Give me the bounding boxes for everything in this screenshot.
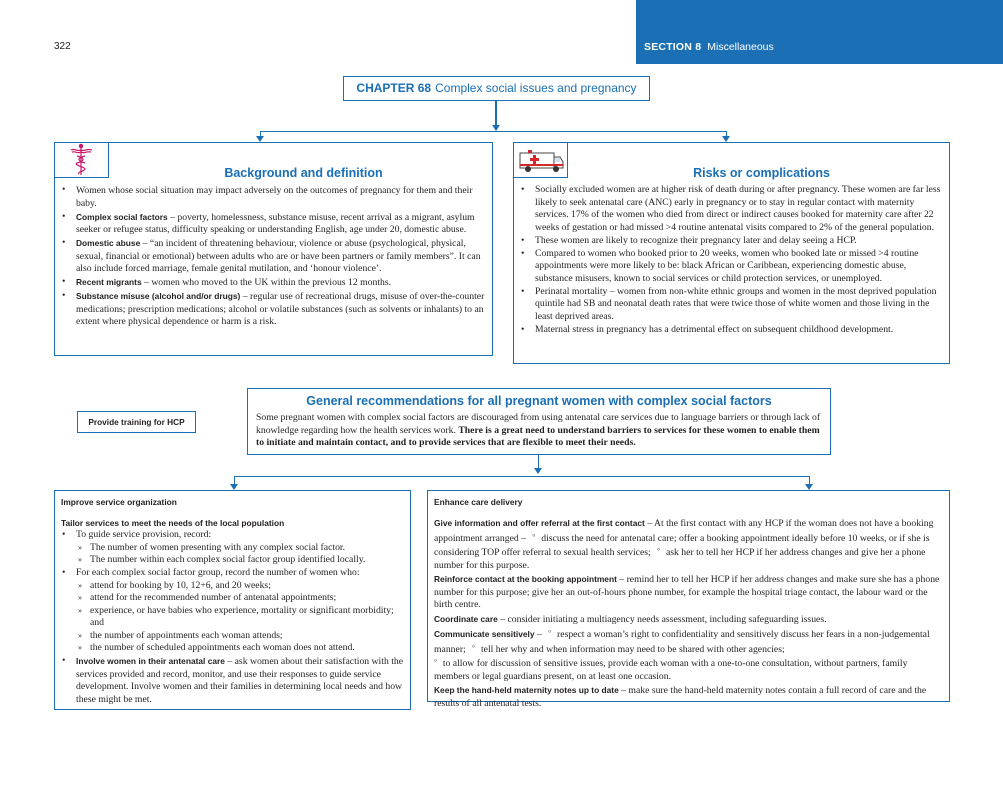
- improve-service-box: [54, 490, 411, 710]
- list-item: » attend for the recommended number of antenatal appointments;: [90, 592, 404, 605]
- list-item: • Substance misuse (alcohol and/or drugs) – regular use of recreational drugs, misuse of over-the-counter medications; prescription medications; alcohol or volatile substances (such as solvents or inhalants) to an extent where physical dependence or harm is a risk.: [76, 290, 486, 329]
- enhance-care-box: [427, 490, 950, 709]
- connector-line: [234, 476, 810, 477]
- enhance-paragraph: Coordinate care – consider initiating a multiagency needs assessment, including safeguarding issues.: [434, 613, 827, 625]
- enhance-paragraph: Keep the hand-held maternity notes up to date – make sure the hand-held maternity notes contain a full record of care and the results of all antenatal tests.: [434, 685, 927, 709]
- section-label: SECTION 8: [644, 41, 702, 53]
- list-item: » the number of scheduled appointments each woman does not attend.: [90, 642, 404, 655]
- connector-line: [260, 131, 727, 132]
- risks-complications-box: [513, 142, 950, 364]
- list-item: • Complex social factors – poverty, homelessness, substance misuse, recent arrival as a migrant, asylum seeker or refugee status, difficulty speaking or understanding English, age under 20, domestic abuse.: [76, 211, 486, 237]
- section-header: [636, 0, 1003, 64]
- arrow-down-icon: [534, 468, 542, 474]
- list-item: » the number of appointments each woman attends;: [90, 630, 404, 643]
- background-list: [55, 184, 486, 329]
- ambulance-icon: [513, 142, 568, 178]
- list-item: • Perinatal mortality – women from non-white ethnic groups and women in the most deprived population quintile had SB and neonatal death rates that were twice those of white women and those living in the least deprived areas.: [535, 286, 943, 324]
- caduceus-icon: [54, 142, 109, 178]
- risks-list: [514, 184, 943, 337]
- list-item: » attend for booking by 10, 12+6, and 20 weeks;: [90, 580, 404, 593]
- connector-line: [495, 101, 497, 127]
- list-item: • These women are likely to recognize their pregnancy later and delay seeing a HCP.: [535, 235, 943, 248]
- improve-subheading: Tailor services to meet the needs of the local population: [61, 518, 285, 528]
- chapter-title: Complex social issues and pregnancy: [435, 81, 637, 95]
- list-item: • Involve women in their antenatal care – ask women about their satisfaction with the services provided and record, monitor, and use their responses to guide service development. Involve women and their families in determining local needs and how these might be met.: [76, 655, 404, 706]
- general-text: Some pregnant women with complex social factors are discouraged from using antenatal care services due to language barriers or through lack of knowledge regarding how the health services work. There is a great need to understand barriers to services for these women to enable them to initiate and maintain contact, and to provide services that are flexible to meet their needs.: [256, 412, 821, 448]
- section-title: Miscellaneous: [707, 41, 774, 53]
- background-heading: Background and definition: [224, 166, 383, 180]
- list-item: • Socially excluded women are at higher risk of death during or after pregnancy. These women are far less likely to seek antenatal care (ANC) early in pregnancy or to stay in regular contact with maternity services. 17% of the women who died from direct or indirect causes booked for maternity care after 22 weeks of gestation or had missed >4 routine antenatal visits compared to 2% of the general population.: [535, 184, 943, 234]
- list-item: • To guide service provision, record: » The number of women presenting with any complex social factor. » The number within each complex social factor group identified locally.: [76, 529, 404, 567]
- list-item: • Maternal stress in pregnancy has a detrimental effect on subsequent childhood development.: [535, 324, 943, 337]
- enhance-paragraph: Give information and offer referral at the first contact – At the first contact with any HCP if the woman does not have a booking appointment arranged – ° discuss the need for antenatal care; offer a booking appointment ideally before 10 weeks, or if she is considering TOP offer referral to sexual health services; ° ask her to tell her HCP if her address changes and give her a phone number for this purpose.: [434, 518, 934, 571]
- list-item: • Domestic abuse – “an incident of threatening behaviour, violence or abuse (psychological, physical, sexual, financial or emotional) between adults who are or have been partners or family members”. It can also include forced marriage, female genital mutilation, and ‘honour violence’.: [76, 237, 486, 276]
- enhance-paragraph: Reinforce contact at the booking appointment – remind her to tell her HCP if her address changes and make sure she has a phone number for this purpose; give her an out-of-hours phone number, for example the hospital triage contact, the labour ward or the birth centre.: [434, 574, 940, 610]
- list-item: » experience, or have babies who experience, mortality or significant morbidity; and: [90, 605, 404, 630]
- general-heading: General recommendations for all pregnant women with complex social factors: [306, 394, 772, 408]
- list-item: » The number of women presenting with any complex social factor.: [90, 542, 404, 555]
- background-definition-box: [54, 142, 493, 356]
- list-item: • Recent migrants – women who moved to the UK within the previous 12 months.: [76, 276, 486, 290]
- bullet-mark: °: [472, 643, 475, 652]
- bullet-mark: °: [548, 629, 552, 637]
- enhance-heading: Enhance care delivery: [434, 497, 523, 507]
- list-item: • For each complex social factor group, record the number of women who: » attend for booking by 10, 12+6, and 20 weeks; » attend for the recommended number of antenatal appointments; » experience, or have babies who experience, mortality or significant morbidity; and » the number of appointments each woman attends; » the number of scheduled appointments each woman does not attend.: [76, 567, 404, 655]
- list-item: • Women whose social situation may impact adversely on the outcomes of pregnancy for them and their baby.: [76, 184, 486, 210]
- bullet-mark: °: [532, 532, 536, 541]
- general-recommendations-box: [247, 388, 831, 455]
- bullet-mark: °: [434, 658, 437, 666]
- bullet-mark: °: [657, 547, 660, 555]
- chapter-label: CHAPTER 68: [356, 81, 432, 95]
- improve-heading: Improve service organization: [61, 497, 177, 507]
- chapter-title-box: [343, 76, 650, 101]
- page-number: 322: [54, 41, 71, 52]
- list-item: » The number within each complex social factor group identified locally.: [90, 554, 404, 567]
- risks-heading: Risks or complications: [693, 166, 830, 180]
- training-box: Provide training for HCP: [77, 411, 196, 433]
- improve-list: [61, 529, 404, 706]
- enhance-paragraph: Communicate sensitively – ° respect a woman’s right to confidentiality and sensitively discuss her fears in a non-judgemental manner; ° tell her why and when information may need to be shared with other agencies; ° to allow for discussion of sensitive issues, provide each woman with a one-to-one consultation, without partners, family members or legal guardians present, on at least one occasion.: [434, 629, 930, 682]
- list-item: • Compared to women who booked prior to 20 weeks, women who booked late or missed >4 routine appointments were more likely to be: black African or Caribbean, experiencing domestic abuse, substance misusers, known to social services or child protection services, or unemployed.: [535, 248, 943, 286]
